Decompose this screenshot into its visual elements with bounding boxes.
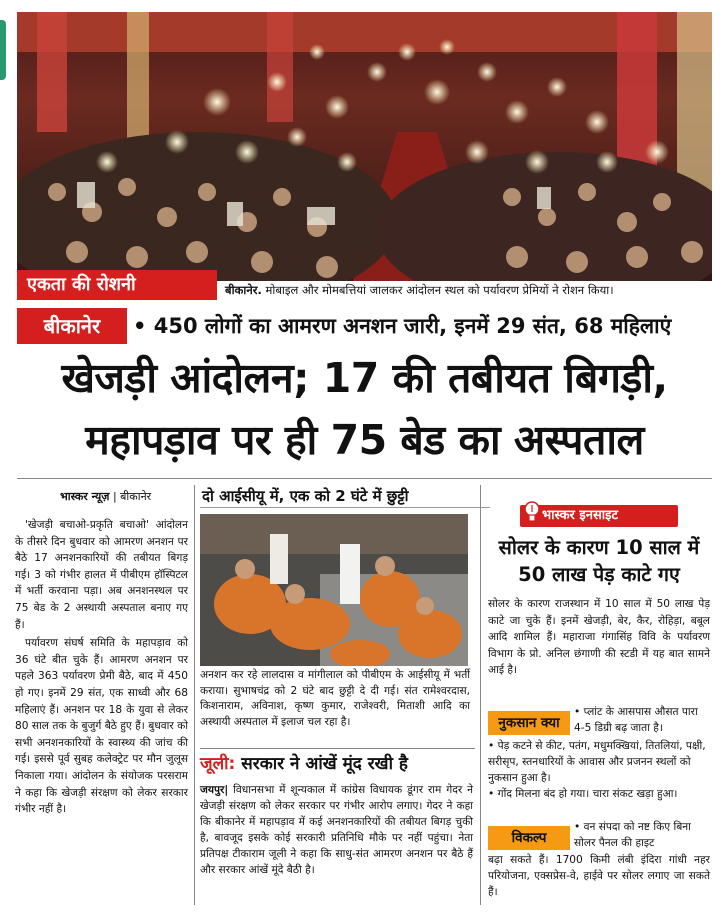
loss-bullet: • गोंद मिलना बंद हो गया। चारा संकट खड़ा हुआ। (488, 788, 678, 800)
divider (200, 748, 475, 749)
alternative-text: बढ़ा सकते हैं। 1700 किमी लंबी इंदिरा गांधी नहर परियोजना, एक्सप्रेस-वे, हाईवे पर सोलर लगाए जा सकते हैं। (488, 854, 710, 898)
left-paragraph-1: 'खेजड़ी बचाओ-प्रकृति बचाओ' आंदोलन के तीसरे दिन बुधवार को आमरण अनशन पर बैठे 17 अनशनकारियों की तबीयत बिगड़ गई। 3 को गंभीर हालत में पीबीएम हॉस्पिटल में भर्ती करवाना पड़ा। अब अनशनस्थल पर 75 बेड के 2 अस्थायी अस्पताल बनाए गए हैं। (15, 519, 188, 631)
loss-bullets (488, 738, 710, 802)
column-divider (480, 485, 481, 905)
loss-bullet: • पेड़ कटने से कीट, पतंग, मधुमक्खियां, तितलियां, पक्षी, सरीसृप, स्तनधारियों के आवास और प्रजनन स्थलों को नुकसान हुआ है। (488, 740, 706, 784)
protest-night-photo (17, 12, 712, 300)
loss-label: नुकसान क्या (488, 711, 570, 735)
juli-headline-prefix: जूली: (200, 754, 236, 774)
icu-headline: दो आईसीयू में, एक को 2 घंटे में छुट्टी (200, 485, 490, 508)
photo-caption (217, 281, 712, 300)
divider (17, 478, 712, 479)
edge-tab (0, 20, 6, 80)
juli-place: जयपुर| (200, 784, 229, 796)
solar-headline: सोलर के कारण 10 साल में 50 लाख पेड़ काटे गए (498, 536, 700, 586)
kicker-city: बीकानेर (17, 308, 127, 344)
alternative-label: विकल्प (488, 826, 570, 850)
insight-badge: भास्कर इनसाइट (520, 505, 678, 527)
left-column-article (15, 517, 188, 820)
byline-place: | बीकानेर (112, 490, 152, 503)
kicker-text: • 450 लोगों का आमरण अनशन जारी, इनमें 29 संत, 68 महिलाएं (133, 314, 672, 338)
hospital-photo (200, 514, 468, 666)
headline-line-1: खेजड़ी आंदोलन; 17 की तबीयत बिगड़ी, (61, 354, 668, 402)
byline (60, 489, 151, 504)
caption-place: बीकानेर. (225, 283, 262, 297)
photo-tagline: एकता की रोशनी (17, 270, 217, 300)
juli-text: विधानसभा में शून्यकाल में कांग्रेस विधायक डूंगर राम गेदर ने खेजड़ी संरक्षण को लेकर सरकार पर गंभीर आरोप लगाए। गेदर ने कहा कि बीकानेर में महापड़ाव में कई अनशनकारियों की तबीयत बिगड़ चुकी है, बावजूद इसके कोई सरकारी प्रतिनिधि मौके पर नहीं पहुंचा। नेता प्रतिपक्ष टीकाराम जूली ने कहा कि साधु-संत आमरण अनशन पर बैठे हैं और सरकार आंखें मूंदे बैठी है। (200, 784, 473, 876)
solar-article-intro: सोलर के कारण राजस्थान में 10 साल में 50 लाख पेड़ काटे जा चुके हैं। इनमें खेजड़ी, बेर, कैर, रोहिड़ा, बबूल आदि शामिल हैं। महाराजा गंगासिंह विवि के पर्यावरण विभाग के प्रो. अनिल छंगाणी की स्टडी में यह बात सामने आई है। (488, 598, 710, 677)
loss-first-bullet: • प्लांट के आसपास औसत पारा 4-5 डिग्री बढ़ जाता है। (574, 706, 698, 734)
juli-headline-rest: सरकार ने आंखें मूंद रखी है (241, 754, 408, 774)
headline-line-2: महापड़ाव पर ही 75 बेड का अस्पताल (85, 416, 644, 464)
lightbulb-icon (523, 500, 541, 526)
hospital-photo-caption: अनशन कर रहे लालदास व मांगीलाल को पीबीएम के आईसीयू में भर्ती कराया। सुभाषचंद्र को 2 घंटे बाद छुट्टी दे दी गई। संत रामेश्वरदास, किशनाराम, अविनाश, कृष्ण कुमार, राजेश्वरी, मिताशी आदि का अस्थायी अस्पताल में इलाज चल रहा है। (200, 669, 470, 728)
left-paragraph-2: पर्यावरण संघर्ष समिति के महापड़ाव को 36 घंटे बीत चुके हैं। आमरण अनशन पर पहले 363 पर्यावरण प्रेमी बैठे, बाद में 450 हो गए। इनमें 29 संत, एक साध्वी और 68 महिलाएं हैं। अनशन पर 18 के युवा से लेकर 80 साल तक के बुजुर्ग बैठे हुए हैं। बुधवार को सभी अनशनकारियों के स्वास्थ्य की जांच की गई। इससे पूर्व सुबह कलेक्ट्रेट पर मौन जुलूस निकाला गया। आंदोलन के संयोजक परसराम ने कहा कि खेजड़ी संरक्षण को लेकर सरकार गंभीर नहीं है। (15, 637, 188, 816)
juli-headline (200, 752, 475, 776)
byline-source: भास्कर न्यूज़ (60, 490, 110, 503)
alternative-first-bullet: • वन संपदा को नष्ट किए बिना सोलर पैनल की हाइट (574, 821, 691, 849)
juli-article (200, 782, 473, 878)
column-divider (194, 485, 195, 905)
caption-text: मोबाइल और मोमबत्तियां जालकर आंदोलन स्थल को पर्यावरण प्रेमियों ने रोशन किया। (265, 283, 614, 297)
